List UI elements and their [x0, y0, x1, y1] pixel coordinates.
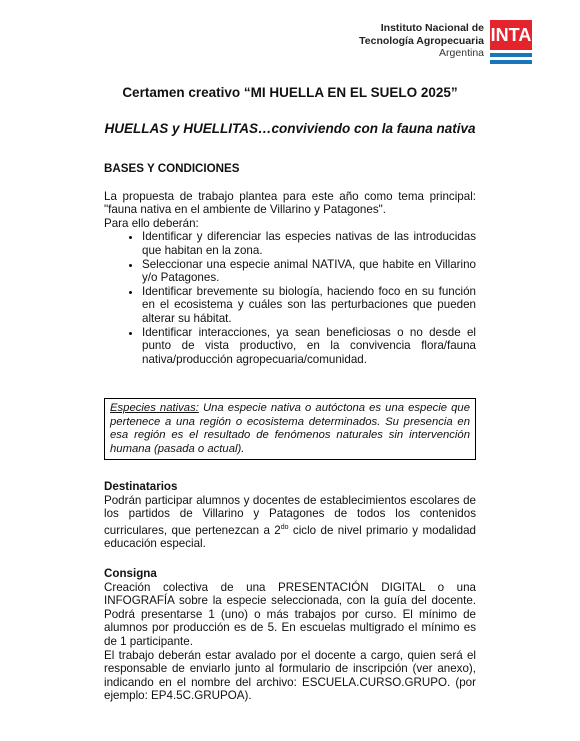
document-title: Certamen creativo “MI HUELLA EN EL SUELO 2025”: [122, 85, 458, 100]
document-subtitle: HUELLAS y HUELLITAS…conviviendo con la fauna nativa: [104, 121, 476, 136]
definition-text: Una especie nativa o autóctona es una especie que pertenece a una región o ecosistema determinados. Su presencia en esa región es el resultado de fenómenos naturales sin intervención humana (pasada o actual).: [110, 402, 470, 455]
org-name: [359, 22, 484, 60]
logo-stripe-2: [490, 60, 532, 64]
destinatarios-heading: Destinatarios: [104, 480, 178, 493]
consigna-heading: Consigna: [104, 567, 157, 580]
list-item: • Identificar interacciones, ya sean beneficiosas o no desde el punto de vista productivo, en la convivencia flora/fauna nativa/producción agropecuaria/comunidad.: [142, 326, 476, 367]
list-item: • Identificar brevemente su biología, haciendo foco en su función en el ecosistema y cuáles son las perturbaciones que pueden alterar su hábitat.: [142, 285, 476, 326]
bases-intro: La propuesta de trabajo plantea para este año como tema principal: "fauna nativa en el ambiente de Villarino y Patagones".: [104, 189, 476, 217]
consigna-paragraph-2: El trabajo deberán estar avalado por el docente a cargo, quien será el responsable de enviarlo junto al formulario de inscripción (ver anexo), indicando en el nombre del archivo: ESCUELA.CURSO.GRUPO. (por ejemplo: EP4.5C.GRUPOA).: [104, 648, 476, 703]
destinatarios-text: [104, 494, 476, 551]
org-country: Argentina: [439, 47, 484, 59]
bases-section: [104, 162, 476, 366]
destinatarios-text-b: ciclo de nivel primario y modalidad educación especial.: [104, 523, 476, 551]
inta-logo: [490, 20, 532, 64]
org-line-1: Instituto Nacional de: [380, 22, 484, 34]
header: [359, 20, 532, 64]
bases-heading: BASES Y CONDICIONES: [104, 162, 240, 175]
consigna-section: [104, 567, 476, 703]
bases-lead: Para ello deberán:: [104, 216, 199, 230]
destinatarios-text-a: Podrán participar alumnos y docentes de establecimientos escolares de los partidos de Villarino y Patagones de todos los contenidos curriculares, que pertenezcan a 2: [104, 493, 476, 537]
destinatarios-section: [104, 480, 476, 551]
destinatarios-sup: do: [280, 523, 289, 531]
definition-term: Especies nativas:: [110, 402, 199, 414]
org-line-2: Tecnología Agropecuaria: [359, 34, 484, 47]
definition-box: [104, 398, 476, 460]
consigna-paragraph-1: Creación colectiva de una PRESENTACIÓN DIGITAL o una INFOGRAFÍA sobre la especie seleccionada, con la guía del docente. Podrá presentarse 1 (uno) o más trabajos por curso. El mínimo de alumnos por producción es de 5. En escuelas multigrado el mínimo es de 1 participante.: [104, 580, 476, 648]
list-item: • Seleccionar una especie animal NATIVA, que habite en Villarino y/o Patagones.: [142, 258, 476, 285]
inta-logo-mark: INTA: [490, 20, 532, 50]
logo-stripe-1: [490, 53, 532, 57]
requirements-list: [104, 230, 476, 366]
list-item: • Identificar y diferenciar las especies nativas de las introducidas que habitan en la zona.: [142, 230, 476, 257]
